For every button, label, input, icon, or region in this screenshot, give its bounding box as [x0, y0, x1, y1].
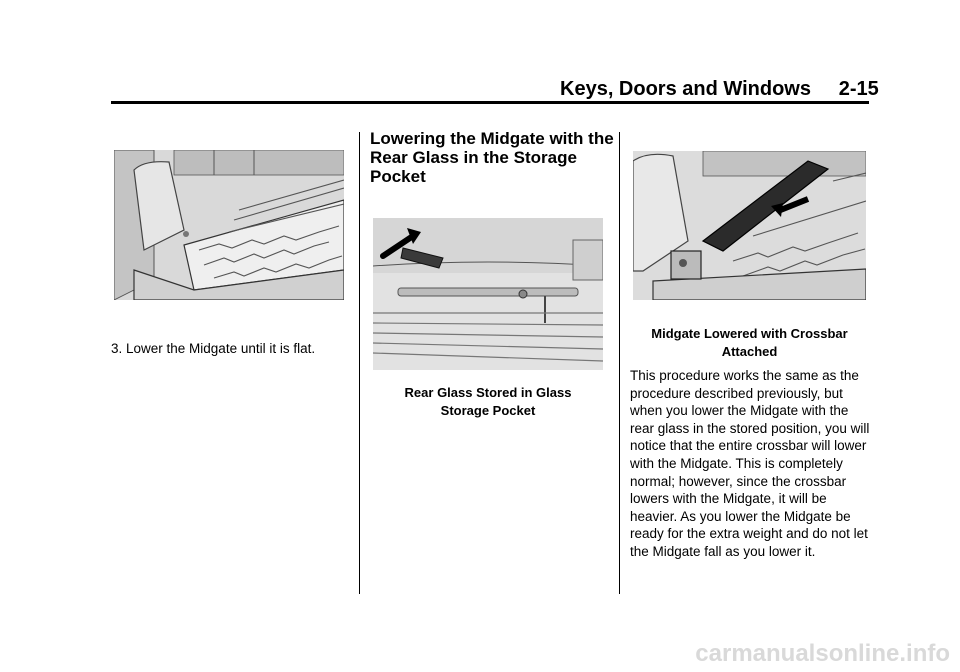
midgate-crossbar-caption-line2: Attached: [721, 344, 778, 359]
column-divider-left: [359, 132, 360, 594]
midgate-flat-illustration: [114, 150, 344, 300]
watermark: carmanualsonline.info: [695, 640, 950, 667]
header-rule: [111, 101, 869, 104]
rear-glass-caption: [373, 384, 603, 420]
section-heading: Lowering the Midgate with the Rear Glass in the Storage Pocket: [370, 129, 614, 186]
midgate-crossbar-illustration: [633, 151, 866, 300]
step-3-text: 3. Lower the Midgate until it is flat.: [111, 341, 316, 356]
rear-glass-caption-line2: Storage Pocket: [440, 403, 536, 418]
page-header: [560, 78, 879, 101]
page-number: 2-15: [838, 78, 879, 100]
rear-glass-caption-line1: Rear Glass Stored in Glass: [404, 385, 572, 400]
procedure-paragraph: This procedure works the same as the procedure described previously, but when you lower the Midgate with the rear glass in the stored position, you will notice that the entire crossbar will lower with the Midgate. This is completely normal; however, since the crossbar lowers with the Midgate, it will be heavier. As you lower the Midgate be ready for the extra weight and do not let the Midgate fall as you lower it.: [630, 368, 870, 559]
midgate-crossbar-caption-line1: Midgate Lowered with Crossbar: [651, 326, 848, 341]
column-divider-right: [619, 132, 620, 594]
rear-glass-stored-illustration: [373, 218, 603, 370]
midgate-crossbar-caption: [633, 325, 866, 361]
section-title: Keys, Doors and Windows: [560, 78, 811, 100]
